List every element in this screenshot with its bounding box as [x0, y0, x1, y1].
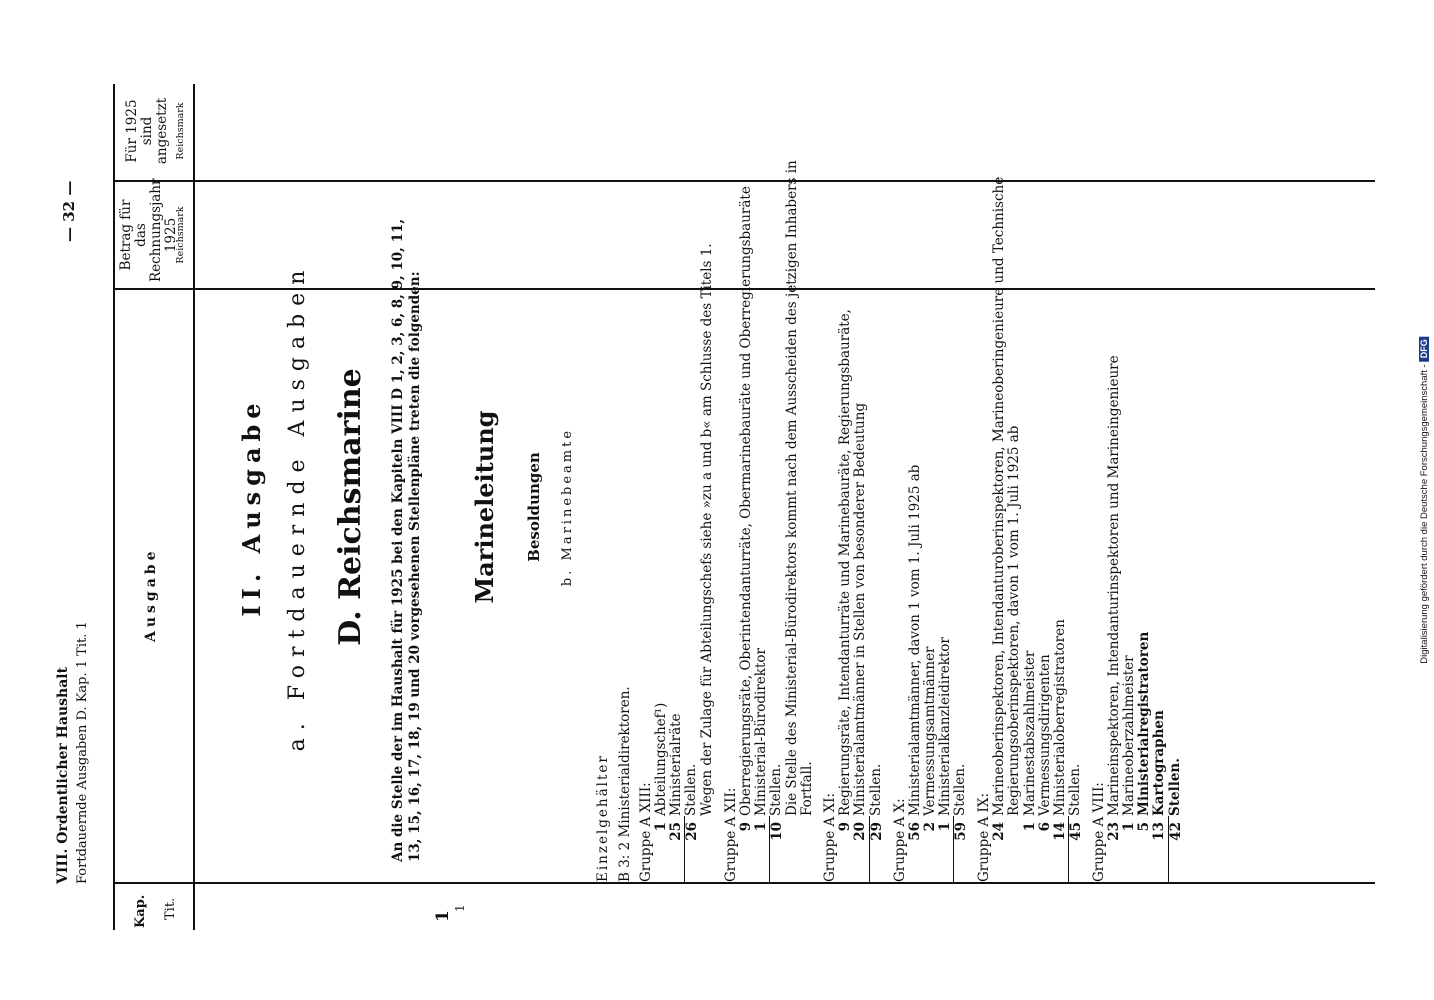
list-item: 1 Marinestabszahlmeister — [1021, 650, 1038, 832]
marineleitung-heading: Marineleitung — [470, 410, 499, 604]
list-item: 9 Regierungsräte, Intendanturräte und Marinebauräte, Regierungsbauräte, — [837, 309, 854, 832]
list-item: 1 Marineoberzahlmeister — [1121, 655, 1138, 832]
list-item: 23 Marineinspektoren, Intendanturinspektoren und Marineingenieure — [1106, 355, 1123, 841]
list-item: 9 Oberregierungsräte, Oberintendanturräte, Obermarinebauräte und Oberregierungsbauräte — [737, 186, 754, 832]
list-item: 56 Ministerialamtmänner, davon 1 vom 1. Juli 1925 ab — [906, 464, 923, 841]
page-number: — 32 — — [60, 180, 78, 242]
marinebeamte-heading: b. Marinebeamte — [560, 427, 575, 587]
list-total: 10 Stellen. — [769, 92, 785, 882]
list-item: 13 Kartographen — [1151, 710, 1168, 841]
list-item: 20 Ministerialamtmänner in Stellen von besonderer Bedeutung — [852, 402, 869, 841]
list-item: Gruppe A X: — [891, 798, 908, 882]
list-item: Gruppe A XII: — [722, 787, 739, 882]
list-note: Wegen der Zulage für Abteilungschefs siehe »zu a und b« am Schlusse des Titels 1. — [699, 243, 716, 816]
list-item: 25 Ministerialräte — [668, 713, 685, 841]
list-total: 42 Stellen. — [1168, 92, 1184, 882]
header-line-2: Fortdauernde Ausgaben D. Kap. 1 Tit. 1 — [75, 621, 90, 884]
list-item: Gruppe A XI: — [822, 792, 839, 882]
list-total: 45 Stellen. — [1068, 92, 1084, 882]
col-unit-angesetzt: Reichsmark — [175, 102, 186, 160]
list-item: 6 Vermessungsdirigenten — [1036, 654, 1053, 832]
entries-list — [639, 92, 1184, 882]
list-item: 1 Ministerialkanzleidirektor — [936, 637, 953, 832]
list-item: 5 Ministerialregistratoren — [1136, 631, 1153, 832]
list-total: 26 Stellen. — [684, 92, 700, 882]
intro-paragraph: An die Stelle der im Haushalt für 1925 bei den Kapiteln VIII D 1, 2, 3, 6, 8, 9, 10, 11, 13, 15, 16, 17, 18, 19 und 20 vorgesehenen Stellenpläne treten die folgenden: — [390, 218, 423, 862]
col-unit-betrag: Reichsmark — [175, 206, 186, 264]
list-total: 29 Stellen. — [869, 92, 885, 882]
col-head-kap: Kap. — [133, 894, 148, 928]
b3-line: B 3: 2 Ministerialdirektoren. — [617, 686, 633, 882]
kap-number: 1 — [433, 910, 453, 922]
list-item: Gruppe A XIII: — [638, 782, 654, 882]
digitization-credit: Digitalisierung gefördert durch die Deutsche Forschungsgemeinschaft -DFG — [1419, 336, 1430, 663]
list-item: 24 Marineoberinspektoren, Intendanturoberinspektoren, Marineoberingenieure und Technische Regierungsoberinspektoren, davon 1 vom 1. Juli 1925 ab — [991, 176, 1023, 841]
col-head-ausgabe: Ausgabe — [143, 547, 159, 642]
document-page — [45, 72, 1375, 942]
list-note: Die Stelle des Ministerial-Bürodirektors kommt nach dem Ausscheiden des jetzigen Inhabers in Fortfall. — [783, 160, 816, 816]
list-item: 1 Ministerial-Bürodirektor — [752, 648, 769, 832]
list-item: 2 Vermessungsamtmänner — [921, 646, 938, 832]
list-item: Gruppe A IX: — [976, 792, 993, 882]
title-heading: D. Reichsmarine — [333, 368, 368, 646]
list-item: 14 Ministerialoberregistratoren — [1051, 619, 1068, 841]
dfg-logo-icon: DFG — [1419, 336, 1429, 361]
col-head-tit: Tit. — [163, 897, 178, 920]
einzelgehaelter-label: Einzelgehälter — [595, 754, 611, 882]
col-head-angesetzt: Für 1925 sind angesetzt — [124, 97, 170, 165]
list-total: 59 Stellen. — [953, 92, 969, 882]
list-item: Gruppe A VIII: — [1090, 782, 1107, 882]
section-heading: II. Ausgabe — [237, 397, 266, 617]
list-item: 1 Abteilungschef¹) — [653, 702, 670, 832]
header-line-1: VIII. Ordentlicher Haushalt — [55, 666, 71, 884]
subsection-heading: a. Fortdauernde Ausgaben — [285, 262, 310, 752]
column-head-rule — [193, 84, 195, 930]
tit-number: 1 — [453, 904, 467, 912]
table-top-rule — [113, 84, 115, 930]
besoldungen-heading: Besoldungen — [525, 452, 543, 562]
col-head-betrag: Betrag für das Rechnungsjahr 1925 — [118, 178, 179, 282]
